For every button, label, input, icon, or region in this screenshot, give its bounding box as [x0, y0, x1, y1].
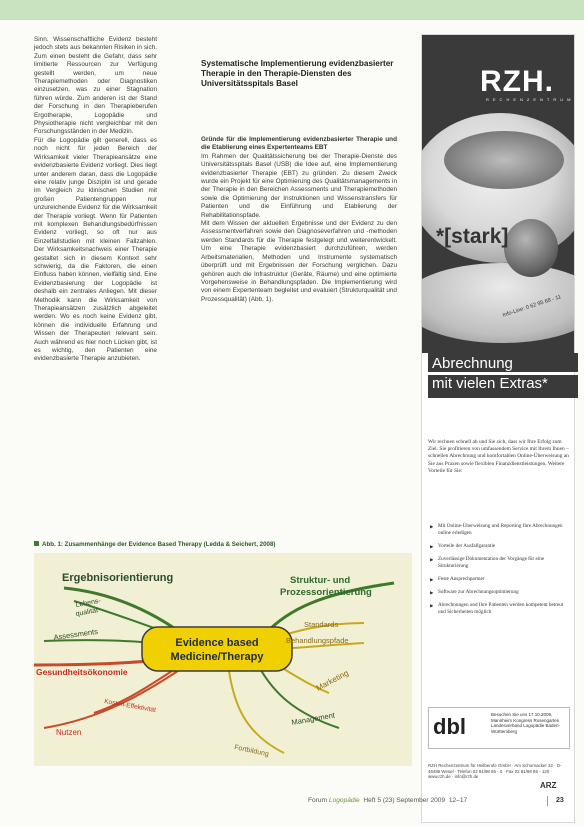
- ad-bullet: ▶ Zuverlässige Dokumentation der Vorgänge für eine Strukturierung: [430, 556, 570, 570]
- paragraph: Sinn. Wissenschaftliche Evidenz besteht jedoch stets aus bekannten Risiken in sich. Zum einen besteht die Gefahr, dass sehr limitierte Ressourcen zur Verfügung gestellt werden, um neue Therapiemethoden oder Diagnostiken einzusetzen, was zu einer Stagnation führen würde. Zum anderen ist der Stand der Forschung in den Therapieberufen Ergotherapie, Logopädie und Physiotherapie nicht vergleichbar mit den Forschungsständen in der Medizin.: [34, 36, 157, 136]
- label-marketing: Marketing: [314, 668, 350, 693]
- paragraph: Mit dem Wissen der aktuellen Ergebnisse und der Evidenz zu den Assessmentverfahren sowie den Diagnoseverfahren und -methoden werden Standards für die Therapie festgelegt und weiterentwickelt. Um eine Therapie evidenzbasiert durchzuführen, werden Arbeitsmaterialien, Methoden und Instrumente systematisch überprüft und mit Ergebnissen der Forschung verglichen. Dazu gehören auch die Infrastruktur (Geräte, Räume) und eine optimierte Vorgehensweise in Behandlungspfaden. Die Implementierung wird von einem Expertenteam begleitet und evaluiert (Strukturqualität und Prozessqualität) (Abb. 1).: [201, 220, 397, 303]
- page-number: 23: [556, 797, 564, 804]
- footer-journal: Forum: [308, 797, 328, 804]
- label-struktur-1: Struktur- und: [290, 575, 351, 586]
- footer-journal-name: Logopädie: [328, 797, 360, 804]
- caption-square-icon: [34, 541, 39, 546]
- ad-bullet: ▶ Feste Ansprechpartner: [430, 576, 570, 583]
- fig-shape: [504, 219, 558, 277]
- arz-logo: ARZ: [540, 781, 557, 790]
- mindmap-diagram: [34, 553, 412, 766]
- figure-caption: [34, 541, 414, 548]
- label-lebensqualitaet-2: qualität: [75, 607, 99, 618]
- label-struktur-2: Prozessorientierung: [280, 587, 372, 598]
- center-line1: Evidence based: [175, 637, 259, 649]
- footer-divider: [547, 796, 548, 806]
- footer-pages: 12–17: [448, 797, 468, 804]
- label-assessments: Assessments: [53, 626, 99, 642]
- article-column-2: [201, 136, 397, 304]
- article-column-1: [34, 36, 157, 364]
- ad-bullet: ▶ Abrechnungen und Ihre Patienten werden kompetent betreut und Sicherheiten möglich: [430, 602, 570, 616]
- top-color-band: [0, 0, 584, 20]
- ad-brand-sub: RECHENZENTRUM: [486, 97, 574, 102]
- dbl-box: [428, 707, 570, 749]
- label-fortbildung: Fortbildung: [233, 744, 270, 759]
- center-node: [142, 627, 292, 671]
- coffee-shape: [444, 131, 564, 189]
- sub-heading: Gründe für die Implementierung evidenzbasierter Therapie und die Etablierung eines Expertenteams EBT: [201, 136, 397, 152]
- label-lebensqualitaet-1: Lebens-: [75, 597, 102, 609]
- footer-issue: Heft 5 (23) September 2009: [363, 797, 446, 804]
- label-nutzen: Nutzen: [56, 728, 82, 737]
- ad-bullet: ▶ Mit Online-Überweisung und Reporting Ihre Abrechnungen online erledigen: [430, 523, 570, 537]
- branch-fortbildung: [229, 671, 284, 753]
- ad-slogan-line2: mit vielen Extras*: [428, 375, 578, 398]
- label-behandlungspfade: Behandlungspfade: [286, 636, 349, 645]
- page-footer: [308, 797, 467, 804]
- paragraph: Für die Logopädie gilt generell, dass es noch nicht für jeden Bereich der Wirksamkeit vieler Therapieansätze eine evidenzbasierte Evidenz vorliegt. Dies liegt unter anderem daran, dass die Logopädie eine relativ junge Disziplin ist und gerade im Vergleich zu klinischen Studien mit großen Patientengruppen nur unzureichende Evidenz für die Wirksamkeit der Therapie vorliegt. Wenn für Patienten mit komplexen Behandlungsbedürfnissen Evidenz vorliegt, so oft nur aus Einzelfallstudien mit kleinen Fallzahlen. Der Wirksamkeitsnachweis einer Therapie gestaltet sich in diesem Kontext sehr schwierig, da die Faktoren, die einen Einfluss haben können, vielfältig sind. Eine Evidenzbasierung der Logopädie ist deshalb ein zentrales Anliegen. Mit dieser Methodik kann die Wirksamkeit von Therapieansätzen zusätzlich abgeleitet werden. Wo es noch keine Evidenz gibt, können die individuelle Erfahrung und Wissen der Therapeuten relevant sein. Auch während es hier noch Lücken gibt, ist es wichtig, den Patienten eine evidenzbasierte Therapie anzubieten.: [34, 136, 157, 363]
- ad-footer: RZH Rechenzentrum für Heilberufe GmbH · Am Schornacker 32 · D-46485 Wesel · Telefon 02 81/98 85 - 0 · Fax 02 81/98 85 - 120 · www.rzh.de · info@rzh.de: [428, 763, 562, 780]
- coffee-photo: [422, 35, 574, 353]
- label-ergebnisorientierung: Ergebnisorientierung: [62, 572, 174, 584]
- ad-bullet: ▶ Software zur Abrechnungsoptimierung: [430, 589, 570, 596]
- section-heading: Systematische Implementierung evidenzbasierter Therapie in den Therapie-Diensten des Universitätsspitals Basel: [201, 59, 394, 88]
- paragraph: Im Rahmen der Qualitätssicherung bei der Therapie-Dienste des Universitätsspitals Basel (USB) die Idee auf, eine Implementierung evidenzbasierter Therapie (EBT) zu gründen. Zu diesem Zweck wurde ein Projekt für eine Optimierung des Qualitätsmanagements in der Therapie in den Bereichen Assessments und Therapiemethoden sowie die Optimierung der Instruktionen und Wissenstransfers für Patienten und die Einführung und Etablierung der Rehabilitationspfade.: [201, 152, 397, 219]
- label-kosten-effektivitaet: Kosten-Effektivität: [103, 698, 157, 715]
- dbl-info: Besuchen Sie uns 17.10.2009, Mannheim Kongress Rosengarten Landesverband Logopädie Baden-Württemberg: [491, 712, 561, 734]
- ad-bullet-list: [430, 523, 570, 622]
- label-standards: Standards: [304, 620, 339, 629]
- ad-phone: Info-Line: 0 62 95 68 - 11: [502, 294, 562, 319]
- ad-intro-text: Wir rechnen schnell ab und Sie sich, dass wir Ihre Erfolg zum Ziel. Sie profitieren von umfassendem Service mit Ihrem Ihnen – schnellen Abrechnung und komfortablen Online-Überweisung an Sie aus Praxen sowie flexiblen Finanzdienstleistungen. Weitere Vorteile für Sie:: [428, 439, 569, 474]
- mindmap-svg: [34, 553, 412, 766]
- label-gesundheitsoekonomie: Gesundheitsökonomie: [36, 667, 128, 677]
- ad-stark-label: *[stark]: [436, 225, 509, 248]
- ad-slogan-line1: Abrechnung: [428, 353, 578, 372]
- caption-text: Abb. 1: Zusammenhänge der Evidence Based Therapy (Ledda & Seichert, 2008): [42, 541, 276, 548]
- center-line2: Medicine/Therapy: [170, 651, 264, 663]
- advertisement: [421, 34, 575, 823]
- ad-bullet: ▶ Vorteile der Ausfallgarantie: [430, 543, 570, 550]
- ad-brand-logo: RZH.: [480, 65, 554, 98]
- dbl-logo: dbl: [433, 714, 466, 739]
- label-management: Management: [290, 710, 336, 727]
